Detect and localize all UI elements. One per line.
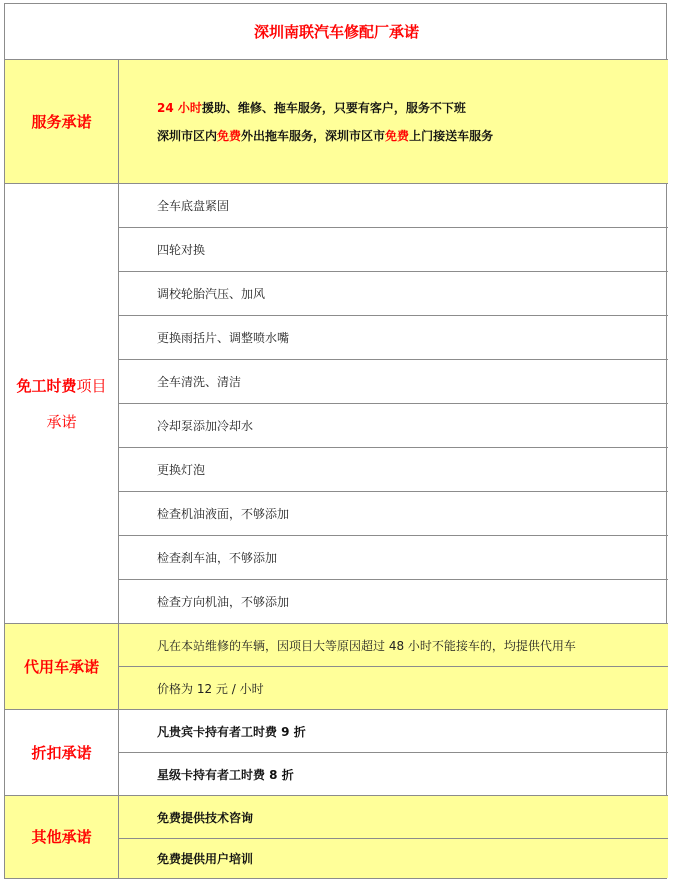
list-item: 星级卡持有者工时费 8 折 [157, 767, 294, 782]
service-line-1-text: 援助、维修、拖车服务，只要有客户，服务不下班 [201, 101, 466, 115]
list-item: 更换灯泡 [119, 448, 668, 492]
service-line-2-part-2: 外出拖车服务，深圳市区市 [241, 129, 386, 143]
free-labor-label-bold: 免工时费 [16, 376, 77, 395]
list-item: 调校轮胎汽压、加风 [119, 272, 668, 316]
table-title: 深圳南联汽车修配厂承诺 [5, 4, 668, 60]
other-list [119, 796, 668, 878]
list-item: 全车底盘紧固 [119, 184, 668, 228]
service-line-2-part-1: 深圳市区内 [157, 129, 218, 143]
service-line-2 [157, 127, 493, 144]
service-line-2-highlight-1: 免费 [217, 129, 242, 143]
free-labor-list [119, 184, 668, 623]
service-line-1-highlight: 24 小时 [157, 101, 202, 115]
section-label-loaner: 代用车承诺 [5, 624, 119, 709]
list-item: 检查方向机油，不够添加 [157, 595, 290, 609]
discount-list [119, 710, 668, 795]
list-item: 免费提供用户培训 [157, 852, 254, 866]
section-label-service: 服务承诺 [5, 60, 119, 183]
service-line-2-part-3: 上门接送车服务 [409, 129, 494, 143]
section-service [5, 60, 668, 184]
list-item: 凡在本站维修的车辆，因项目大等原因超过 48 小时不能接车的，均提供代用车 [119, 624, 668, 667]
list-item: 四轮对换 [119, 228, 668, 272]
list-item: 更换雨括片、调整喷水嘴 [119, 316, 668, 360]
service-line-2-highlight-2: 免费 [385, 129, 410, 143]
free-labor-label-rest: 项目 [76, 376, 107, 395]
service-line-1 [157, 99, 466, 116]
section-other [5, 796, 668, 878]
list-item: 免费提供技术咨询 [119, 796, 668, 839]
list-item: 检查机油液面，不够添加 [119, 492, 668, 536]
list-item: 凡贵宾卡持有者工时费 9 折 [119, 710, 668, 753]
list-item: 全车清洗、清洁 [119, 360, 668, 404]
loaner-list [119, 624, 668, 709]
section-label-free-labor [5, 184, 119, 623]
list-item: 检查刹车油，不够添加 [119, 536, 668, 580]
section-label-other: 其他承诺 [5, 796, 119, 878]
section-label-discount: 折扣承诺 [5, 710, 119, 795]
list-item: 价格为 12 元 / 小时 [157, 681, 264, 696]
section-discount [5, 710, 668, 796]
commitment-table [4, 3, 667, 879]
section-free-labor [5, 184, 668, 624]
service-content [119, 60, 668, 183]
list-item: 冷却泵添加冷却水 [119, 404, 668, 448]
free-labor-label-line2: 承诺 [46, 412, 77, 431]
section-loaner [5, 624, 668, 710]
